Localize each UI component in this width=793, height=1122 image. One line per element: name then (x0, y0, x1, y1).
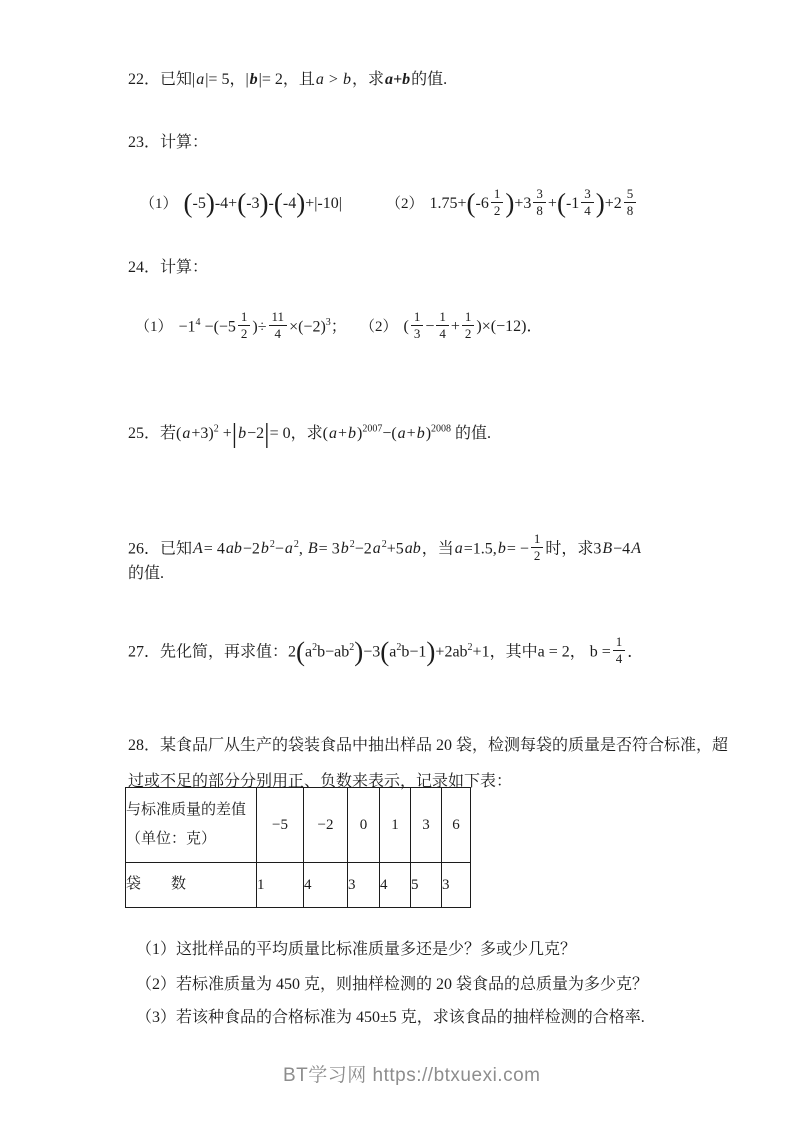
exponent: 2 (349, 539, 355, 551)
exponent: 2 (349, 642, 355, 654)
math-token: ) (425, 425, 432, 442)
math-token: +2ab (435, 643, 468, 661)
math-token: ( (237, 188, 247, 219)
table-row-diff (126, 788, 471, 863)
math-token: B (307, 540, 318, 558)
expression-23-2 (386, 186, 638, 219)
math-token: ab (404, 540, 421, 558)
fraction (624, 186, 637, 220)
problem-23-expressions (140, 188, 638, 222)
math-token: | (231, 418, 238, 448)
math-token: | (192, 71, 196, 88)
math-token: −3 (363, 643, 381, 661)
math-token: −( (382, 425, 397, 442)
bag-count: 1 (257, 863, 304, 908)
fraction-denominator: 2 (531, 547, 544, 564)
math-token: −(−5 (200, 318, 236, 336)
math-token: b (347, 425, 356, 442)
exponent: 2 (293, 539, 299, 551)
math-token: -1 (565, 195, 580, 213)
math-token: −2 (242, 540, 260, 558)
math-token: )×(−12) (476, 318, 527, 336)
problem-22 (128, 72, 447, 88)
math-token: （2） (386, 196, 424, 213)
math-token: 27．先化简，再求值： (128, 643, 289, 661)
problem-26-line1 (128, 533, 642, 567)
math-token: 25．若 (128, 425, 177, 442)
fraction-denominator: 4 (613, 650, 626, 667)
math-token: | (264, 418, 270, 448)
math-token: ab (225, 540, 242, 558)
diff-value: 0 (348, 788, 380, 863)
math-token: + (337, 425, 347, 442)
bag-count: 4 (380, 863, 411, 908)
math-token: b (340, 540, 349, 558)
math-token: b (249, 71, 258, 88)
diff-header-cell (126, 788, 257, 863)
math-token: − (425, 318, 435, 336)
math-token: ，其中 (489, 643, 538, 661)
math-token: ( (176, 425, 182, 442)
fraction-denominator: 2 (238, 325, 251, 342)
math-token: b−ab (317, 643, 350, 661)
math-token: +|-10| (305, 195, 342, 213)
math-token: |= 5 (205, 71, 230, 88)
fraction (411, 309, 424, 343)
math-token: 的值. (451, 425, 492, 442)
math-token: , (298, 540, 307, 558)
fraction-numerator: 1 (439, 309, 446, 324)
math-token: ，求 (351, 71, 384, 88)
math-token: ，求 (290, 425, 323, 442)
math-token: a (182, 425, 191, 442)
math-token: -5 (192, 195, 206, 213)
math-token: | (245, 71, 249, 88)
math-token: ) (426, 636, 436, 667)
exponent: 2 (312, 642, 318, 654)
math-token: -4+ (214, 195, 238, 213)
math-token: ( (380, 636, 390, 667)
math-token: a (305, 643, 313, 661)
fraction (581, 186, 594, 220)
math-token: a (397, 425, 406, 442)
problem-28-line1: 28．某食品厂从生产的袋装食品中抽出样品 20 袋，检测每袋的质量是否符合标准，超 (128, 737, 729, 754)
math-token: + (450, 318, 460, 336)
fraction-denominator: 4 (269, 325, 288, 342)
watermark: BT学习网 https://btxuexi.com (283, 1065, 541, 1086)
fraction-numerator: 1 (615, 634, 623, 649)
sample-table (125, 787, 471, 908)
exponent: 2 (213, 423, 219, 435)
math-token: 2 (288, 643, 297, 661)
fraction-numerator: 1 (413, 309, 421, 324)
math-token: b−1 (401, 643, 427, 661)
math-token: 的值. (411, 71, 448, 88)
fraction-numerator: 1 (493, 186, 501, 201)
diff-value: 3 (411, 788, 442, 863)
exponent: 2007 (362, 423, 383, 435)
bag-count: 3 (348, 863, 380, 908)
math-token: = 3 (318, 540, 340, 558)
math-token: = − (506, 540, 529, 558)
fraction-numerator: 1 (464, 309, 472, 324)
exponent: 2008 (431, 423, 452, 435)
fraction-denominator: 4 (581, 202, 594, 219)
subquestion-1: （1）这批样品的平均质量比标准质量多还是少？多或少几克？ (136, 941, 577, 958)
count-header-cell: 袋 数 (126, 863, 257, 908)
fraction-numerator: 5 (626, 186, 634, 201)
math-token: 22．已知 (128, 71, 193, 88)
table-row-count (126, 863, 471, 908)
problem-28-line2: 过或不足的部分分别用正、负数来表示，记录如下表： (128, 773, 513, 790)
math-token: )÷ (252, 318, 267, 336)
math-token: ( (466, 188, 476, 219)
diff-header-line1: 与标准质量的差值 (126, 801, 247, 818)
math-token: - (268, 195, 274, 213)
math-token: ) (296, 188, 306, 219)
diff-value: −2 (304, 788, 348, 863)
bag-count: 5 (411, 863, 442, 908)
fraction-numerator: 1 (533, 531, 541, 546)
fraction (238, 309, 251, 343)
math-token: -4 (282, 195, 297, 213)
math-token: ． (627, 643, 644, 661)
expression-24-1 (135, 311, 360, 345)
math-token: ( (296, 636, 306, 667)
diff-value: 1 (380, 788, 411, 863)
math-token: = 0 (269, 425, 291, 442)
sample-table-wrap (125, 787, 471, 908)
math-token: ，且 (282, 71, 315, 88)
exponent: 3 (325, 317, 331, 329)
fraction-numerator: 3 (536, 186, 543, 201)
math-token: |= 2 (258, 71, 283, 88)
expression-23-1 (140, 188, 386, 219)
math-token: +1 (472, 643, 490, 661)
fraction (462, 309, 475, 343)
bag-count: 4 (304, 863, 348, 908)
math-token: a = 2 (537, 643, 570, 661)
math-token: ； (330, 318, 347, 336)
math-token: ) (595, 188, 605, 219)
math-token: ( (322, 425, 328, 442)
math-token: -6 (475, 195, 489, 213)
math-token: B (602, 540, 613, 558)
math-token: a (328, 425, 337, 442)
math-token: ) (354, 636, 364, 667)
math-token: − (274, 540, 284, 558)
math-token: 1.75+ (429, 195, 467, 213)
math-token: 时，求 (545, 540, 594, 558)
fraction-numerator: 11 (271, 309, 285, 324)
math-token: b = (585, 643, 611, 661)
math-token: = 4 (203, 540, 225, 558)
math-token: −4 (613, 540, 631, 558)
math-token: b (416, 425, 425, 442)
math-token: a (196, 71, 205, 88)
fraction-denominator: 8 (624, 202, 637, 219)
math-token: ( (273, 188, 283, 219)
diff-header-line2: （单位：克） (126, 831, 217, 847)
math-token: +3 (514, 195, 532, 213)
math-token: （1） (140, 196, 178, 213)
fraction (436, 309, 449, 343)
math-token: b (497, 540, 506, 558)
exponent: 2 (467, 642, 473, 654)
math-token: ( (403, 318, 409, 336)
math-token: b (260, 540, 269, 558)
math-token: ×(−2) (289, 318, 326, 336)
math-token: −1 (178, 318, 196, 336)
fraction-denominator: 8 (533, 202, 546, 219)
math-token: −2 (354, 540, 372, 558)
problem-25 (128, 418, 492, 448)
problem-24-expressions (135, 311, 542, 345)
math-token: ) (259, 188, 269, 219)
math-token: a (284, 540, 293, 558)
fraction (491, 186, 504, 220)
fraction-denominator: 2 (462, 325, 475, 342)
bag-count: 3 (442, 863, 471, 908)
problem-24-title: 24．计算： (128, 259, 209, 276)
math-token: a+b (384, 71, 411, 88)
math-token: （2） (360, 319, 398, 336)
math-token: （1） (135, 319, 173, 336)
math-token: +3) (191, 425, 214, 442)
expression-24-2 (360, 309, 543, 342)
math-token: ) (205, 188, 215, 219)
math-token: ) (356, 425, 363, 442)
math-token: + (218, 425, 232, 442)
math-token: ( (556, 188, 566, 219)
problem-26-line2: 的值. (128, 565, 165, 582)
math-token: a (389, 643, 397, 661)
math-token: ， (229, 71, 246, 88)
math-token: -3 (246, 195, 260, 213)
math-token: a (315, 71, 324, 88)
math-token: +2 (604, 195, 622, 213)
math-token: + (547, 195, 557, 213)
problem-23-title: 23．计算： (128, 134, 209, 151)
diff-value: −5 (257, 788, 304, 863)
math-token: =1.5, (463, 540, 497, 558)
fraction (613, 634, 626, 668)
exponent: 4 (195, 317, 201, 329)
math-token: ( (183, 188, 193, 219)
math-token: ) (505, 188, 515, 219)
fraction (269, 309, 288, 343)
math-token: 3 (593, 540, 602, 558)
math-token: b (238, 425, 247, 442)
subquestion-2: （2）若标准质量为 450 克，则抽样检测的 20 袋食品的总质量为多少克？ (136, 976, 649, 993)
fraction-denominator: 4 (436, 325, 449, 342)
math-token: ，当 (421, 540, 454, 558)
math-token: +5 (386, 540, 404, 558)
problem-27 (128, 636, 643, 670)
exponent: 2 (269, 539, 275, 551)
fraction (531, 531, 544, 565)
math-token: ， (569, 643, 586, 661)
math-token: b (342, 71, 351, 88)
math-token: −2 (247, 425, 265, 442)
math-token: 26．已知 (128, 540, 193, 558)
math-token: a (454, 540, 463, 558)
exponent: 2 (396, 642, 402, 654)
fraction (533, 186, 546, 220)
math-token: A (631, 540, 641, 558)
math-token: A (193, 540, 203, 558)
diff-value: 6 (442, 788, 471, 863)
subquestion-3: （3）若该种食品的合格标准为 450±5 克，求该食品的抽样检测的合格率. (136, 1009, 645, 1026)
math-token: ． (526, 318, 543, 336)
fraction-numerator: 1 (240, 309, 248, 324)
math-token: > (324, 71, 342, 88)
fraction-denominator: 2 (491, 202, 504, 219)
exponent: 2 (381, 539, 387, 551)
fraction-numerator: 3 (584, 186, 591, 201)
math-token: + (406, 425, 416, 442)
fraction-denominator: 3 (411, 325, 424, 342)
math-token: a (372, 540, 381, 558)
